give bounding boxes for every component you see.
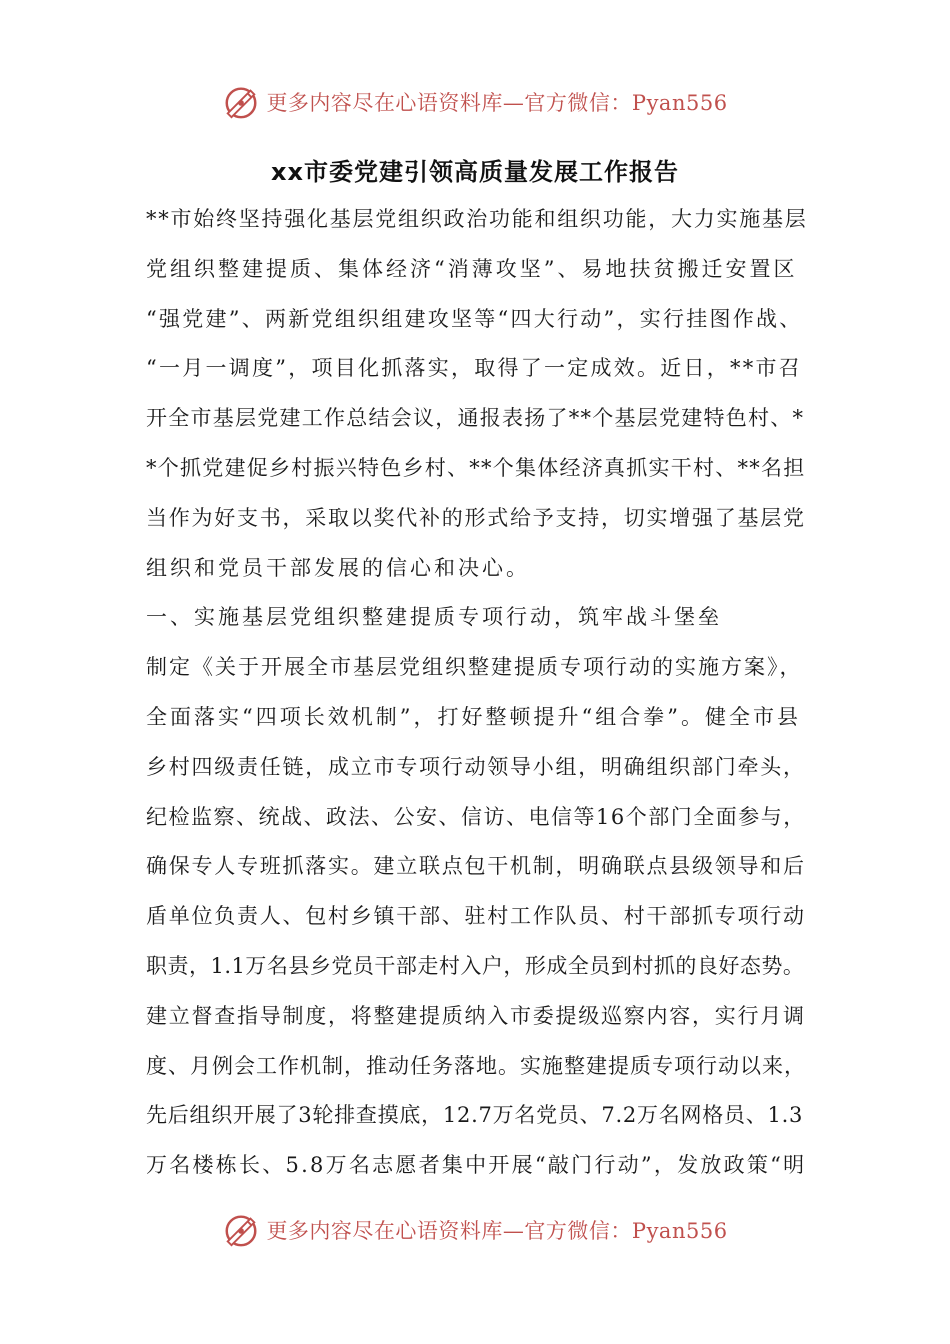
body-line: 党组织整建提质、集体经济“消薄攻坚”、易地扶贫搬迁安置区 [146, 257, 798, 281]
body-line: 制定《关于开展全市基层党组织整建提质专项行动的实施方案》， [146, 655, 803, 679]
watermark-banner-top [0, 80, 950, 124]
body-line: 盾单位负责人、包村乡镇干部、驻村工作队员、村干部抓专项行动 [146, 904, 806, 928]
watermark-banner-bottom [0, 1208, 950, 1252]
pen-nib-circle-logo-icon [222, 1211, 260, 1249]
body-line: 全面落实“四项长效机制”，打好整顿提升“组合拳”。健全市县 [146, 705, 801, 729]
body-line: 当作为好支书，采取以奖代补的形式给予支持，切实增强了基层党 [146, 506, 806, 530]
body-line: 乡村四级责任链，成立市专项行动领导小组，明确组织部门牵头， [146, 755, 806, 779]
document-title: xx市委党建引领高质量发展工作报告 [271, 158, 679, 186]
body-line: 纪检监察、统战、政法、公安、信访、电信等16个部门全面参与， [146, 805, 806, 829]
body-line: **市始终坚持强化基层党组织政治功能和组织功能，大力实施基层 [146, 207, 808, 231]
pen-nib-circle-logo-icon [222, 83, 260, 121]
body-line: 度、月例会工作机制，推动任务落地。实施整建提质专项行动以来， [146, 1054, 806, 1078]
body-line: 建立督查指导制度，将整建提质纳入市委提级巡察内容，实行月调 [146, 1004, 806, 1028]
body-line: 先后组织开展了3轮排查摸底，12.7万名党员、7.2万名网格员、1.3 [146, 1103, 804, 1127]
body-line: 职责，1.1万名县乡党员干部走村入户，形成全员到村抓的良好态势。 [146, 954, 805, 978]
watermark-text-top: 更多内容尽在心语资料库—官方微信：Pyan556 [266, 91, 728, 115]
body-line: 开全市基层党建工作总结会议，通报表扬了**个基层党建特色村、* [146, 406, 805, 430]
body-line: “强党建”、两新党组织组建攻坚等“四大行动”，实行挂图作战、 [146, 307, 803, 331]
watermark-text-bottom: 更多内容尽在心语资料库—官方微信：Pyan556 [266, 1219, 728, 1243]
body-line: 组织和党员干部发展的信心和决心。 [146, 556, 530, 580]
body-line: 确保专人专班抓落实。建立联点包干机制，明确联点县级领导和后 [146, 854, 806, 878]
body-line: 一、实施基层党组织整建提质专项行动，筑牢战斗堡垒 [146, 605, 722, 629]
body-line: 万名楼栋长、5.8万名志愿者集中开展“敲门行动”，发放政策“明 [146, 1153, 807, 1177]
body-line: “一月一调度”，项目化抓落实，取得了一定成效。近日，**市召 [146, 356, 802, 380]
body-line: *个抓党建促乡村振兴特色乡村、**个集体经济真抓实干村、**名担 [146, 456, 806, 480]
